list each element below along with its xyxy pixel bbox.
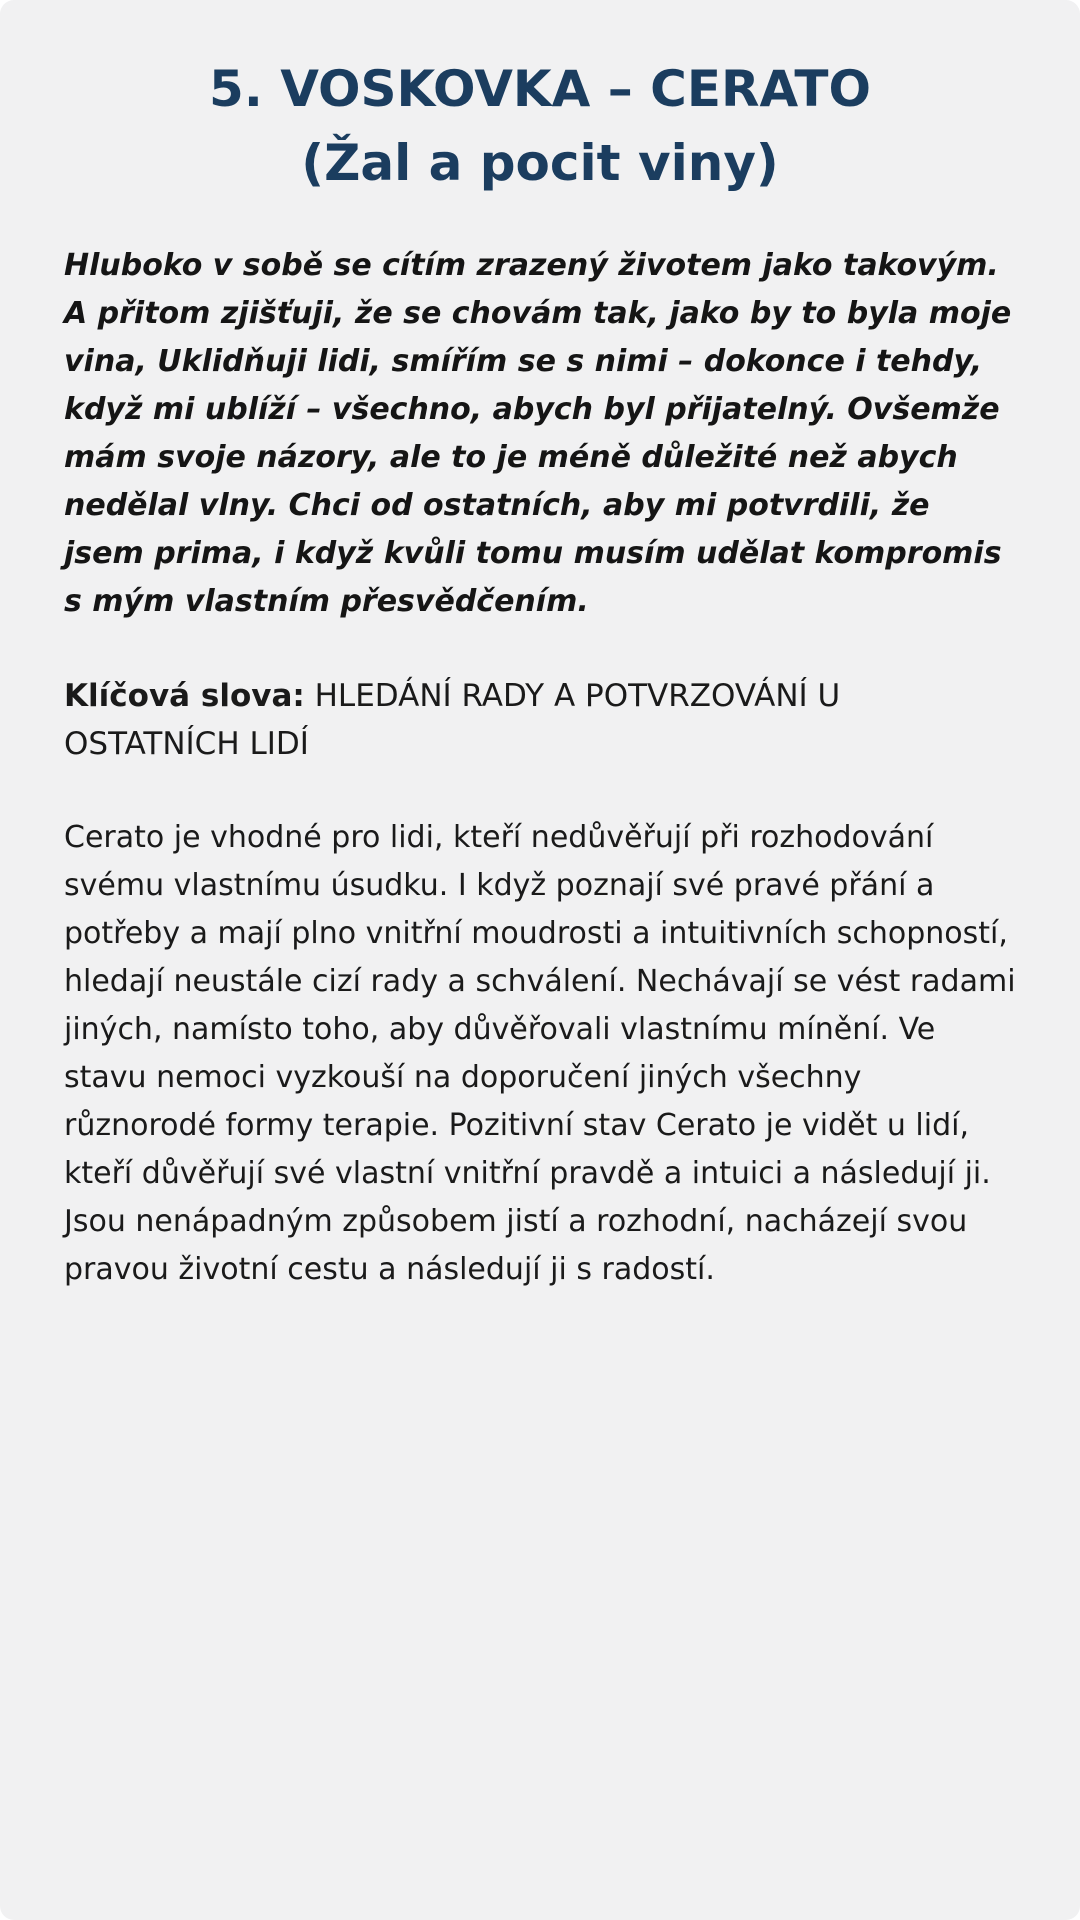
description-paragraph: Cerato je vhodné pro lidi, kteří nedůvěřují při rozhodování svému vlastnímu úsudku. I když poznají své pravé přání a potřeby a mají plno vnitřní moudrosti a intuitivních schopností, hledají neustále cizí rady a schválení. Nechávají se vést radami jiných, namísto toho, aby důvěřovali vlastnímu mínění. Ve stavu nemoci vyzkouší na doporučení jiných všechny různorodé formy terapie. Pozitivní stav Cerato je vidět u lidí, kteří důvěřují své vlastní vnitřní pravdě a intuici a následují ji. Jsou nenápadným způsobem jistí a rozhodní, nacházejí svou pravou životní cestu a následují ji s radostí. [64, 820, 1016, 1287]
title-line-1: 5. VOSKOVKA – CERATO [209, 60, 871, 118]
title-line-2: (Žal a pocit viny) [301, 134, 779, 192]
keywords-paragraph [64, 672, 1016, 768]
keywords-label: Klíčová slova: [64, 678, 305, 714]
page-title [64, 52, 1016, 200]
intro-quote: Hluboko v sobě se cítím zrazený životem jako takovým. A přitom zjišťuji, že se chovám tak, jako by to byla moje vina, Uklidňuji lidi, smířím se s nimi – dokonce i tehdy, když mi ublíží – všechno, abych byl přijatelný. Ovšemže mám svoje názory, ale to je méně důležité než abych nedělal vlny. Chci od ostatních, aby mi potvrdili, že jsem prima, i když kvůli tomu musím udělat kompromis s mým vlastním přesvědčením. [64, 248, 1012, 619]
keywords-value: HLEDÁNÍ RADY A POTVRZOVÁNÍ U OSTATNÍCH LIDÍ [64, 678, 841, 762]
